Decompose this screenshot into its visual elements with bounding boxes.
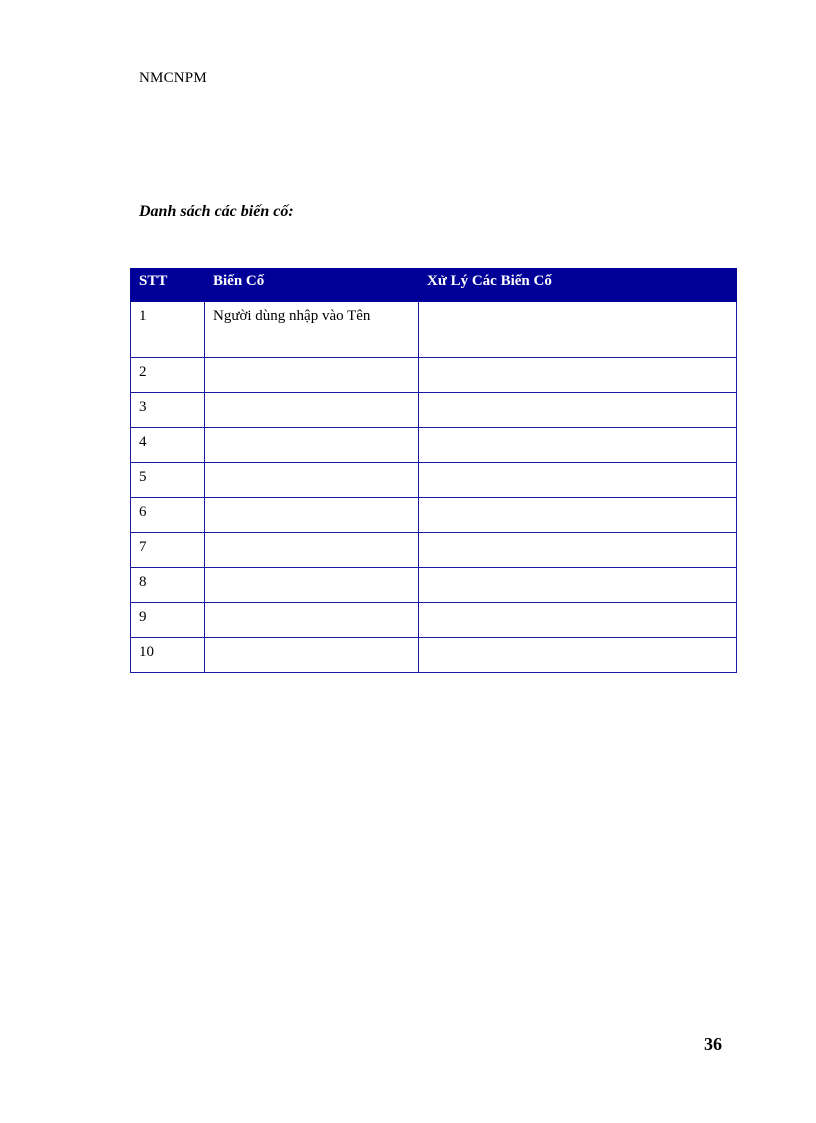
cell-handling (419, 533, 737, 568)
cell-stt: 8 (131, 568, 205, 603)
cell-stt: 9 (131, 603, 205, 638)
cell-handling (419, 358, 737, 393)
cell-handling (419, 568, 737, 603)
column-header-event: Biến Cố (205, 269, 419, 302)
cell-event (205, 533, 419, 568)
table-row (131, 302, 737, 358)
cell-stt: 7 (131, 533, 205, 568)
cell-event (205, 498, 419, 533)
table-row (131, 568, 737, 603)
table-row (131, 498, 737, 533)
page-header-text: NMCNPM (139, 70, 207, 86)
table-row (131, 463, 737, 498)
cell-event (205, 393, 419, 428)
cell-event (205, 603, 419, 638)
section-title: Danh sách các biến cố: (139, 203, 294, 220)
cell-handling (419, 603, 737, 638)
cell-stt: 5 (131, 463, 205, 498)
cell-handling (419, 498, 737, 533)
cell-event (205, 568, 419, 603)
cell-event (205, 428, 419, 463)
column-header-stt: STT (131, 269, 205, 302)
cell-event (205, 638, 419, 673)
table-row (131, 428, 737, 463)
table-row (131, 603, 737, 638)
cell-stt: 10 (131, 638, 205, 673)
cell-handling (419, 428, 737, 463)
page-number: 36 (704, 1034, 722, 1054)
cell-stt: 3 (131, 393, 205, 428)
cell-stt: 1 (131, 302, 205, 358)
table-row (131, 638, 737, 673)
column-header-handling: Xử Lý Các Biến Cố (419, 269, 737, 302)
cell-handling (419, 463, 737, 498)
cell-handling (419, 393, 737, 428)
cell-stt: 4 (131, 428, 205, 463)
events-table (130, 268, 737, 673)
table-row (131, 533, 737, 568)
cell-stt: 2 (131, 358, 205, 393)
cell-event: Người dùng nhập vào Tên (205, 302, 419, 358)
cell-event (205, 463, 419, 498)
cell-handling (419, 638, 737, 673)
cell-stt: 6 (131, 498, 205, 533)
cell-event (205, 358, 419, 393)
cell-handling (419, 302, 737, 358)
table-row (131, 393, 737, 428)
table-header-row (131, 269, 737, 302)
table-row (131, 358, 737, 393)
